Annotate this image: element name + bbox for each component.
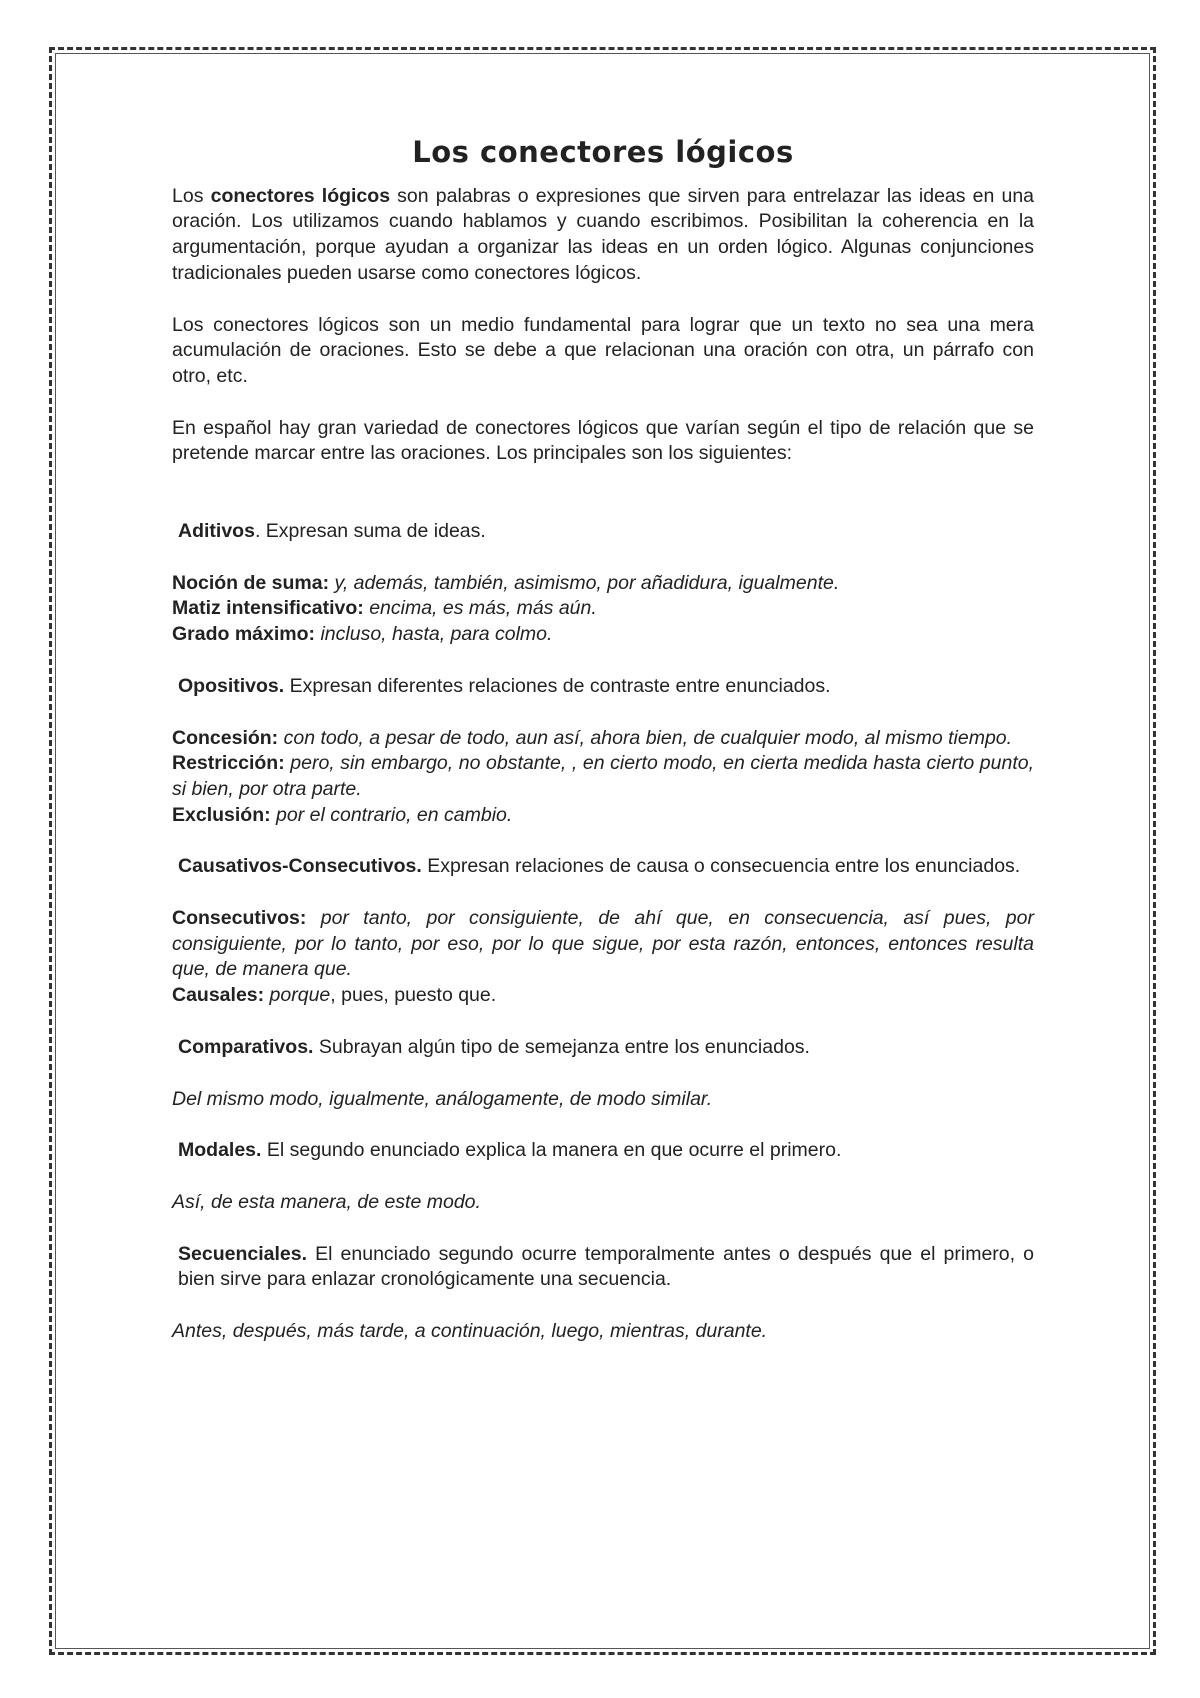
item-heading: Modales. El segundo enunciado explica la manera en que ocurre el primero. — [178, 1139, 842, 1162]
item-example: Así, de esta manera, de este modo. — [172, 1190, 481, 1213]
detail-line: Grado máximo: incluso, hasta, para colmo. — [172, 623, 553, 646]
document-body — [172, 135, 1035, 1371]
detail-line: Causales: porque, pues, puesto que. — [172, 984, 497, 1007]
list-item-modales — [172, 1138, 1034, 1215]
item-heading: Causativos-Consecutivos. Expresan relaciones de causa o consecuencia entre los enunciados. — [178, 855, 1021, 878]
item-details — [172, 726, 1034, 829]
list-item-aditivos — [172, 519, 1034, 648]
detail-line: Consecutivos: por tanto, por consiguiente, de ahí que, en consecuencia, así pues, por consiguiente, por lo tanto, por eso, por lo que sigue, por esta razón, entonces, entonces resulta que, de manera que. — [172, 907, 1034, 981]
list-item-comparativos — [172, 1035, 1034, 1112]
detail-line: Matiz intensificativo: encima, es más, más aún. — [172, 597, 597, 620]
spacer — [172, 467, 1034, 519]
item-example: Antes, después, más tarde, a continuación, luego, mientras, durante. — [172, 1320, 768, 1343]
bold-term: conectores lógicos — [210, 184, 391, 207]
detail-line: Concesión: con todo, a pesar de todo, aun así, ahora bien, de cualquier modo, al mismo tiempo. — [172, 726, 1013, 749]
item-heading: Opositivos. Expresan diferentes relaciones de contraste entre enunciados. — [178, 674, 831, 697]
detail-line: Noción de suma: y, además, también, asimismo, por añadidura, igualmente. — [172, 571, 840, 594]
detail-line: Restricción: pero, sin embargo, no obstante, , en cierto modo, en cierta medida hasta cierto punto, si bien, por otra parte. — [172, 752, 1034, 800]
intro-paragraph-3: En español hay gran variedad de conectores lógicos que varían según el tipo de relación que se pretende marcar entre las oraciones. Los principales son los siguientes: — [172, 416, 1034, 465]
item-heading: Comparativos. Subrayan algún tipo de semejanza entre los enunciados. — [178, 1035, 810, 1058]
list-item-opositivos — [172, 674, 1034, 829]
item-details — [172, 906, 1034, 1009]
page-title: Los conectores lógicos — [412, 135, 794, 169]
list-item-causativos-consecutivos — [172, 854, 1034, 1009]
intro-paragraph-2: Los conectores lógicos son un medio fundamental para lograr que un texto no sea una mera acumulación de oraciones. Esto se debe a que relacionan una oración con otra, un párrafo con otro, etc. — [172, 313, 1034, 387]
item-heading: Secuenciales. El enunciado segundo ocurre temporalmente antes o después que el primero, o bien sirve para enlazar cronológicamente una secuencia. — [178, 1242, 1034, 1291]
item-details — [172, 571, 1034, 648]
list-item-secuenciales — [172, 1242, 1034, 1345]
item-heading: Aditivos. Expresan suma de ideas. — [178, 520, 486, 543]
detail-line: Exclusión: por el contrario, en cambio. — [172, 803, 513, 826]
item-example: Del mismo modo, igualmente, análogamente, de modo similar. — [172, 1087, 713, 1110]
intro-paragraph-1: Los conectores lógicos son palabras o expresiones que sirven para entrelazar las ideas en una oración. Los utilizamos cuando hablamos y cuando escribimos. Posibilitan la coherencia en la argumentación, porque ayudan a organizar las ideas en un orden lógico. Algunas conjunciones tradicionales pueden usarse como conectores lógicos. — [172, 184, 1035, 284]
